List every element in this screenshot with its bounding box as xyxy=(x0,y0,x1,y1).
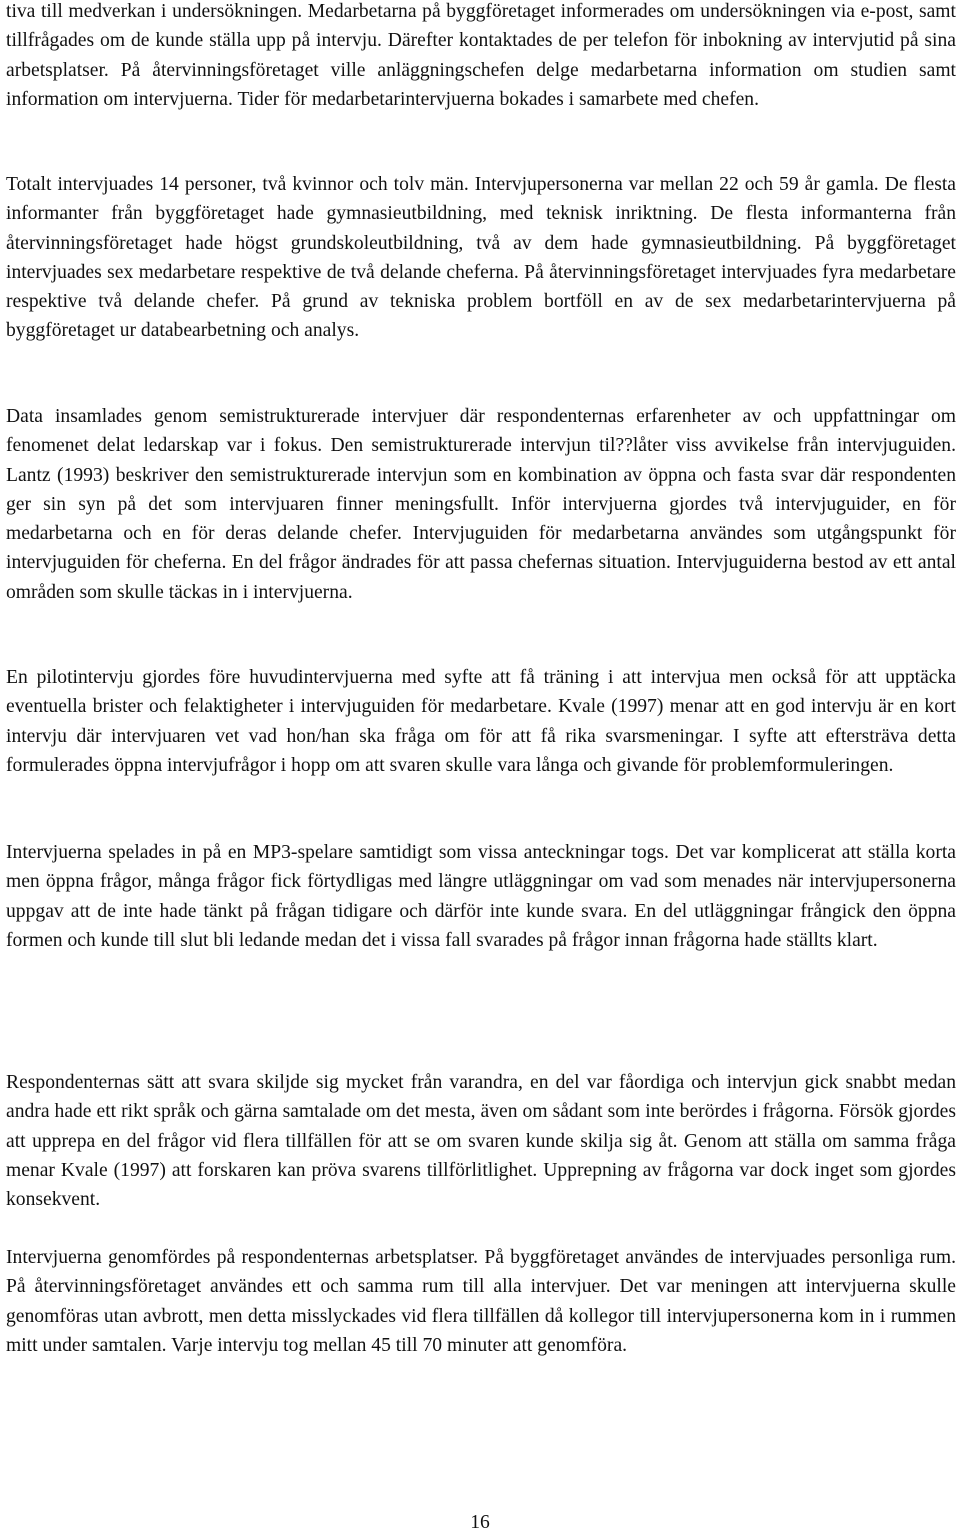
paragraph-6: Respondenternas sätt att svara skiljde sig mycket från varandra, en del var fåordiga och intervjun gick snabbt medan andra hade ett rikt språk och gärna samtalade om det mesta, även om sådant som inte berördes i frågorna. Försök gjordes att upprepa en del frågor vid flera tillfällen för att se om svaren kunde skilja sig åt. Genom att ställa om samma fråga menar Kvale (1997) att forskaren kan pröva svarens tillförlitlighet. Upprepning av frågorna var dock inget som gjordes konsekvent. xyxy=(6,1072,956,1211)
paragraph-5: Intervjuerna spelades in på en MP3-spelare samtidigt som vissa anteckningar togs. Det var komplicerat att ställa korta men öppna frågor, många frågor fick förtydligas med längre utläggningar om vad som menades när intervjupersonerna uppgav att de inte hade tänkt på frågan tidigare och därför inte kunde svara. En del utläggningar frångick den öppna formen och kunde till slut bli ledande medan det i vissa fall svarades på frågor innan frågorna hade ställts klart. xyxy=(6,842,956,951)
paragraph-3: Data insamlades genom semistrukturerade intervjuer där respondenternas erfarenheter av och uppfattningar om fenomenet delat ledarskap var i fokus. Den semistrukturerade intervjun til??låter viss avvikelse från intervjuguiden. Lantz (1993) beskriver den semistrukturerade intervjun som en kombination av öppna och fasta svar där respondenten ger sin syn på det som intervjuaren finner meningsfullt. Inför intervjuerna gjordes två intervjuguider, en för medarbetarna och en för deras delande chefer. Intervjuguiden för medarbetarna användes som utgångspunkt för intervjuguiden för cheferna. En del frågor ändrades för att passa chefernas situation. Intervjuguiderna bestod av ett antal områden som skulle täckas in i intervjuerna. xyxy=(6,406,956,603)
paragraph-4: En pilotintervju gjordes före huvudintervjuerna med syfte att få träning i att intervjua men också för att upptäcka eventuella brister och felaktigheter i intervjuguiden för medarbetare. Kvale (1997) menar att en god intervju är en kort intervju där intervjuaren vet vad hon/han ska fråga om för att få rika svarsmeningar. I syfte att eftersträva detta formulerades öppna intervjufrågor i hopp om att svaren skulle vara långa och givande för problemformuleringen. xyxy=(6,667,956,776)
paragraph-2: Totalt intervjuades 14 personer, två kvinnor och tolv män. Intervjupersonerna var mellan 22 och 59 år gamla. De flesta informanter från byggföretaget hade gymnasieutbildning, med teknisk inriktning. De flesta informanterna från återvinningsföretaget hade högst grundskoleutbildning, två av dem hade gymnasieutbildning. På byggföretaget intervjuades sex medarbetare respektive de två delande cheferna. På återvinningsföretaget intervjuades fyra medarbetare respektive två delande chefer. På grund av tekniska problem bortföll en av de sex medarbetarintervjuerna på byggföretaget ur databearbetning och analys. xyxy=(6,174,956,342)
page-number: 16 xyxy=(470,1512,490,1533)
paragraph-7: Intervjuerna genomfördes på respondenternas arbetsplatser. På byggföretaget användes de intervjuades personliga rum. På återvinningsföretaget användes ett och samma rum till alla intervjuer. Det var meningen att intervjuerna skulle genomföras utan avbrott, men detta misslyckades vid flera tillfällen då kollegor till intervjupersonerna kom in i rummen mitt under samtalen. Varje intervju tog mellan 45 till 70 minuter att genomföra. xyxy=(6,1247,956,1356)
paragraph-1: tiva till medverkan i undersökningen. Medarbetarna på byggföretaget informerades om undersökningen via e-post, samt tillfrågades om de kunde ställa upp på intervju. Därefter kontaktades de per telefon för inbokning av intervjutid på sina arbetsplatser. På återvinningsföretaget ville anläggningschefen delge medarbetarna information om studien samt information om intervjuerna. Tider för medarbetarintervjuerna bokades i samarbete med chefen. xyxy=(6,1,956,110)
